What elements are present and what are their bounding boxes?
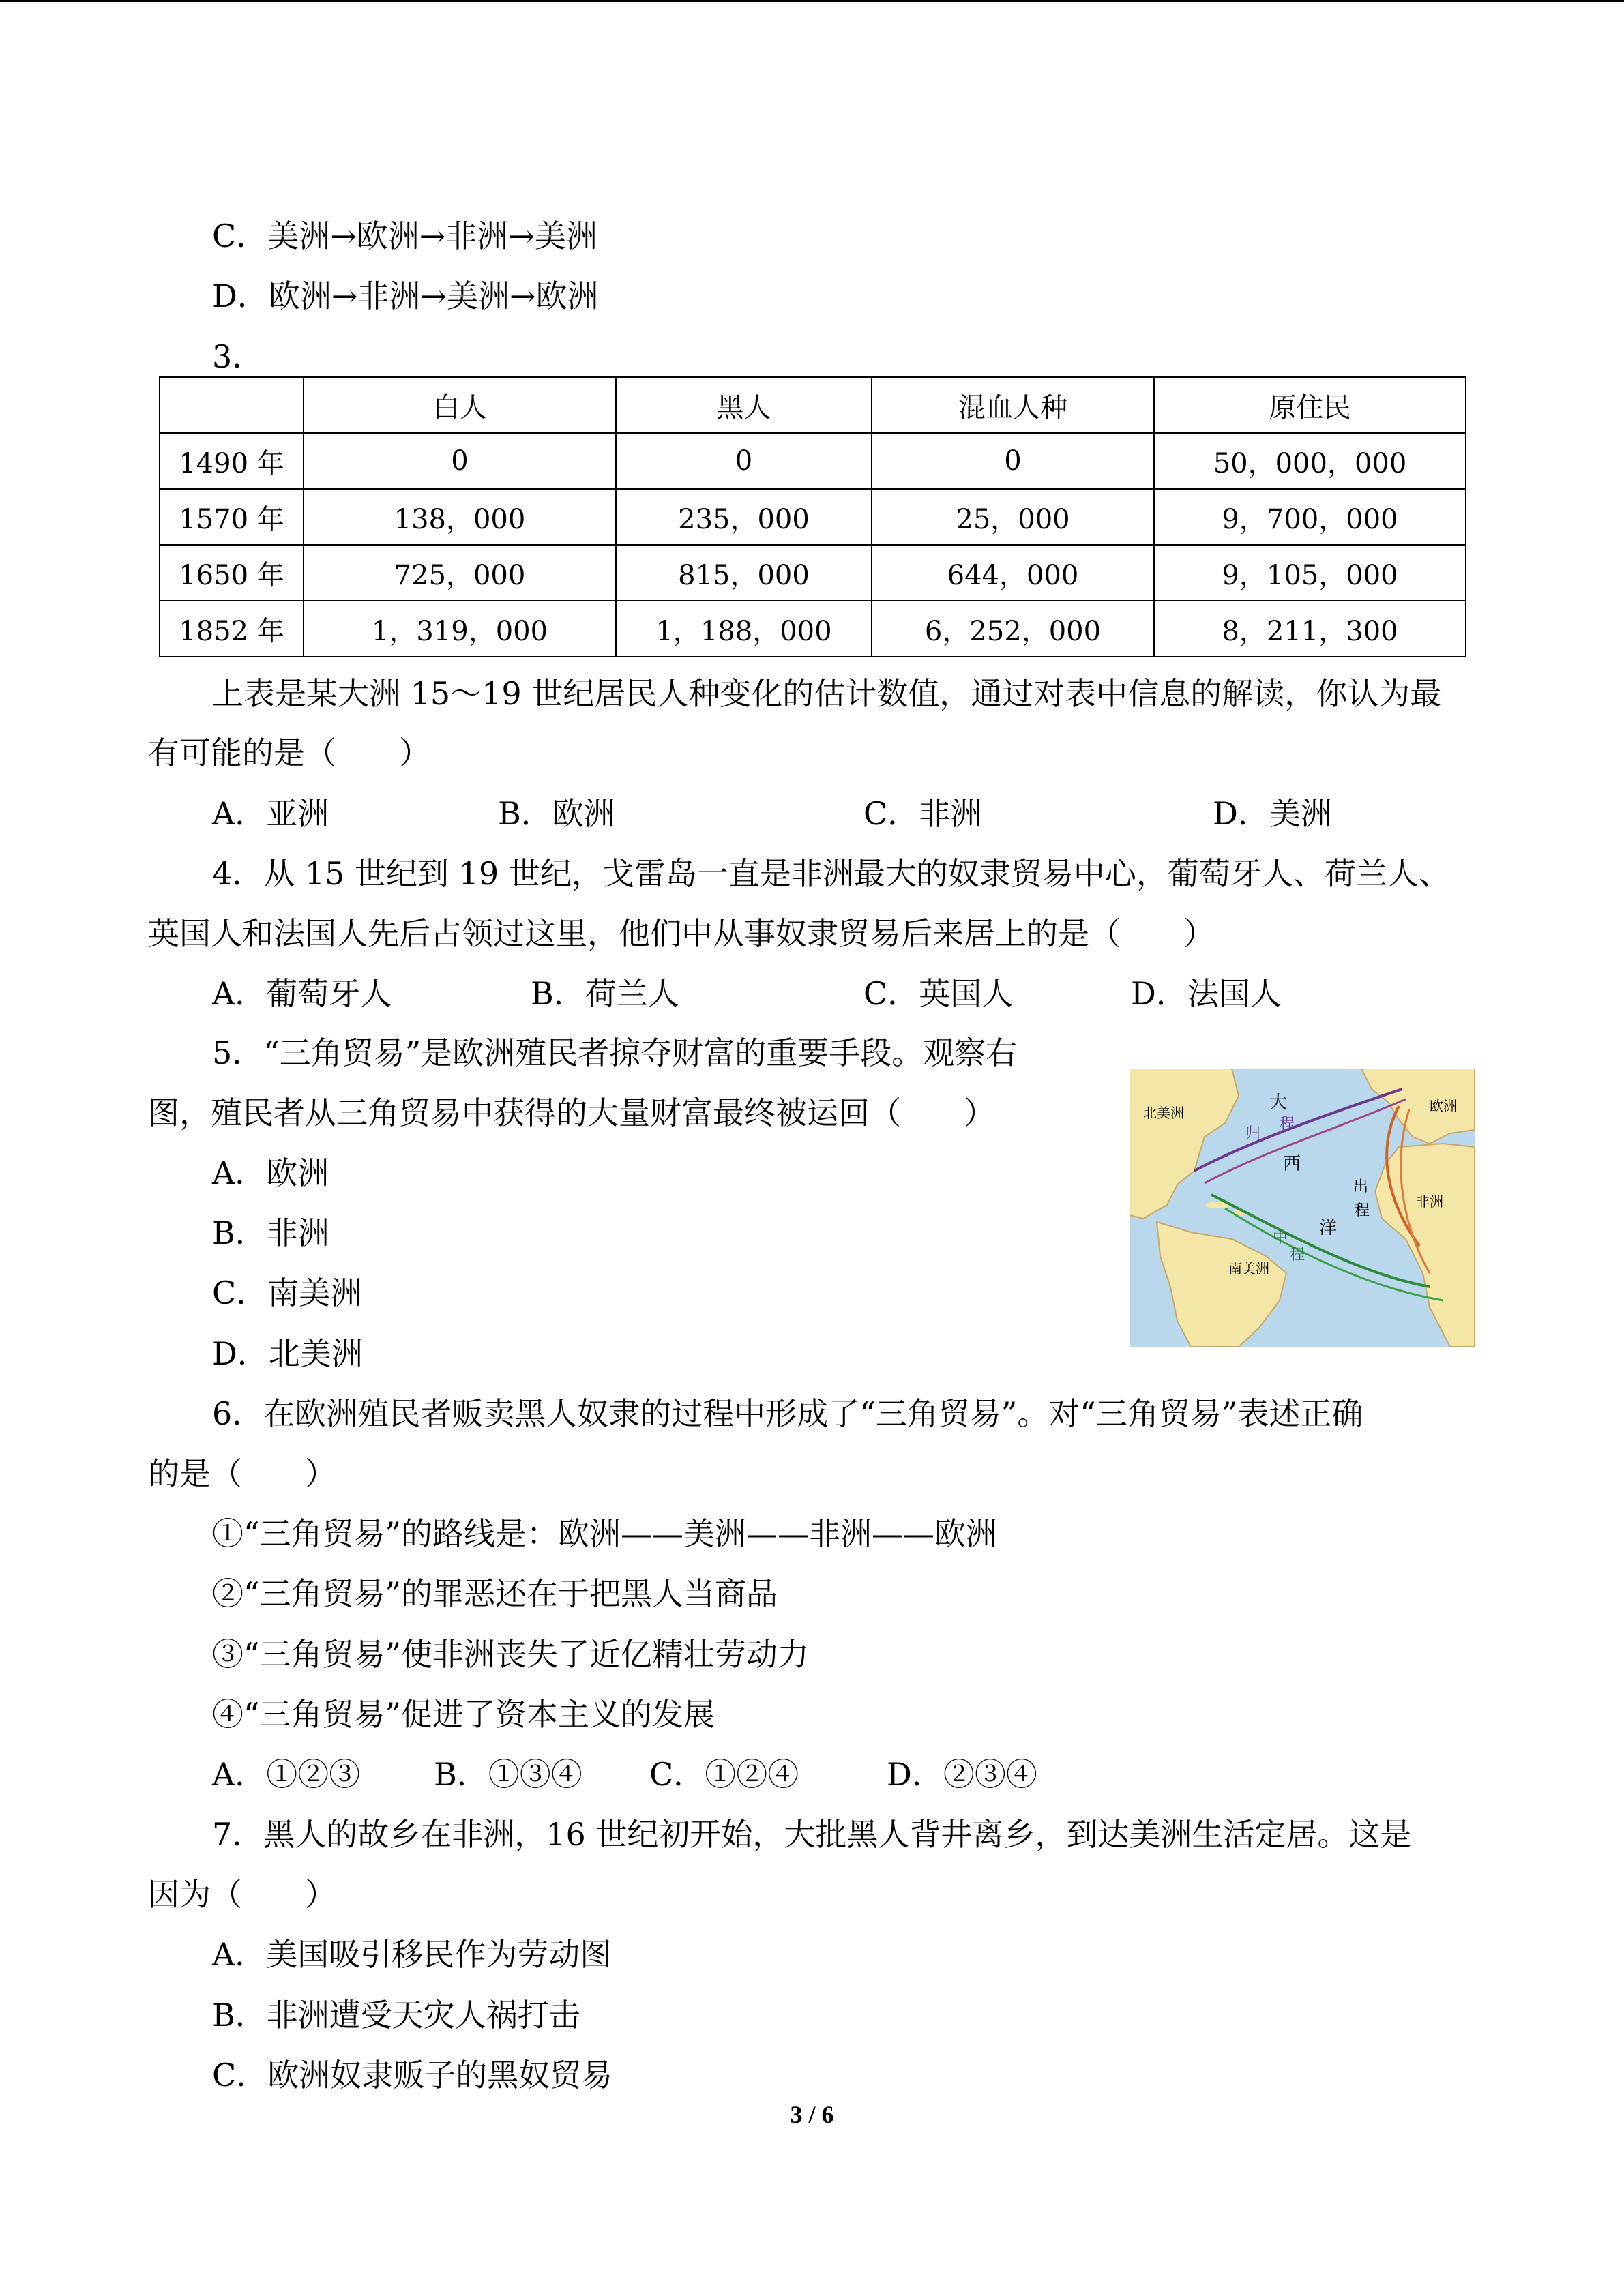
q6-option-d: D．②③④ [887,1756,1037,1793]
table-cell: 6，252，000 [872,601,1154,657]
q2-option-c: C．美洲→欧洲→非洲→美洲 [212,218,597,254]
q4-stem-line1: 4．从 15 世纪到 19 世纪，戈雷岛一直是非洲最大的奴隶贸易中心，葡萄牙人、荷兰人、 [212,855,1450,892]
q5-option-d: D．北美洲 [212,1335,363,1372]
map-label-ocean-da: 大 [1269,1092,1288,1112]
q6-item-2: ②“三角贸易”的罪恶还在于把黑人当商品 [212,1575,778,1612]
table-header-cell [160,377,304,433]
q5-option-b: B．非洲 [212,1214,329,1251]
map-label-mid-cheng: 程 [1290,1246,1305,1263]
table-cell: 8，211，300 [1154,601,1466,657]
q7-option-c: C．欧洲奴隶贩子的黑奴贸易 [212,2057,613,2093]
q5-option-a: A．欧洲 [212,1154,329,1191]
table-row [160,601,1466,657]
q7-option-b: B．非洲遭受天灾人祸打击 [212,1997,580,2033]
table-cell: 725，000 [304,545,616,601]
q2-option-d: D．欧洲→非洲→美洲→欧洲 [212,278,599,314]
map-label-ocean-yang: 洋 [1319,1217,1338,1238]
page-number: 3 / 6 [790,2101,834,2128]
map-label-north-america: 北美洲 [1143,1106,1184,1121]
map-label-return-gui: 归 [1245,1124,1261,1142]
q6-item-1: ①“三角贸易”的路线是：欧洲——美洲——非洲——欧洲 [212,1515,998,1552]
table-cell: 1，319，000 [304,601,616,657]
q7-stem-line2: 因为（ ） [148,1876,336,1913]
q6-item-4: ④“三角贸易”促进了资本主义的发展 [212,1696,715,1733]
q4-option-c: C．英国人 [863,975,1014,1012]
q7-option-a: A．美国吸引移民作为劳动图 [212,1936,612,1973]
table-cell: 9，105，000 [1154,545,1466,601]
q3-option-b: B．欧洲 [498,795,615,832]
table-cell: 1650 年 [160,545,304,601]
q7-stem-line1: 7．黑人的故乡在非洲，16 世纪初开始，大批黑人背井离乡，到达美洲生活定居。这是 [212,1816,1412,1853]
q4-stem-line2: 英国人和法国人先后占领过这里，他们中从事奴隶贸易后来居上的是（ ） [148,915,1215,952]
table-header-cell: 黑人 [616,377,872,433]
table-cell: 138，000 [304,489,616,545]
map-label-ocean-xi: 西 [1283,1153,1301,1174]
q3-option-d: D．美洲 [1213,795,1332,832]
q4-option-b: B．荷兰人 [531,975,679,1012]
map-label-out-chu: 出 [1353,1178,1369,1195]
table-cell: 25，000 [872,489,1154,545]
table-header-cell: 原住民 [1154,377,1466,433]
q6-option-a: A．①②③ [212,1756,361,1793]
map-label-south-america: 南美洲 [1228,1262,1269,1277]
q3-stem-line1: 上表是某大洲 15～19 世纪居民人种变化的估计数值，通过对表中信息的解读，你认为最 [212,675,1442,712]
table-cell: 9，700，000 [1154,489,1466,545]
population-table [159,376,1466,657]
table-cell: 0 [616,433,872,489]
map-label-out-cheng: 程 [1355,1202,1370,1219]
q4-option-d: D．法国人 [1131,975,1282,1012]
q3-option-c: C．非洲 [863,795,982,832]
q4-option-a: A．葡萄牙人 [212,975,392,1012]
table-cell: 1，188，000 [616,601,872,657]
table-cell: 235，000 [616,489,872,545]
map-label-mid-zhong: 中 [1273,1229,1288,1246]
table-cell: 815，000 [616,545,872,601]
map-label-africa: 非洲 [1416,1195,1443,1210]
table-cell: 1490 年 [160,433,304,489]
q6-item-3: ③“三角贸易”使非洲丧失了近亿精壮劳动力 [212,1636,810,1673]
q3-option-a: A．亚洲 [212,795,329,832]
table-row [160,545,1466,601]
table-header-cell: 白人 [304,377,616,433]
table-cell: 644，000 [872,545,1154,601]
q6-option-b: B．①③④ [434,1756,582,1793]
q5-option-c: C．南美洲 [212,1274,362,1311]
q5-stem-line1: 5．“三角贸易”是欧洲殖民者掠夺财富的重要手段。观察右 [212,1034,1018,1071]
table-header-cell: 混血人种 [872,377,1154,433]
q5-stem-line2: 图，殖民者从三角贸易中获得的大量财富最终被运回（ ） [148,1094,995,1131]
table-cell: 0 [872,433,1154,489]
q6-option-c: C．①②④ [649,1756,799,1793]
map-label-return-cheng: 程 [1280,1115,1295,1132]
table-cell: 1570 年 [160,489,304,545]
q3-number: 3． [212,338,264,375]
q3-stem-line2: 有可能的是（ ） [148,734,430,771]
q6-stem-line1: 6．在欧洲殖民者贩卖黑人奴隶的过程中形成了“三角贸易”。对“三角贸易”表述正确 [212,1395,1363,1432]
q6-stem-line2: 的是（ ） [148,1455,336,1492]
table-row [160,433,1466,489]
table-row [160,489,1466,545]
table-header-row [160,377,1466,433]
table-cell: 1852 年 [160,601,304,657]
table-cell: 50，000，000 [1154,433,1466,489]
table-cell: 0 [304,433,616,489]
top-border [0,0,1624,2]
triangular-trade-map [1130,1069,1475,1347]
map-label-europe: 欧洲 [1430,1099,1457,1114]
